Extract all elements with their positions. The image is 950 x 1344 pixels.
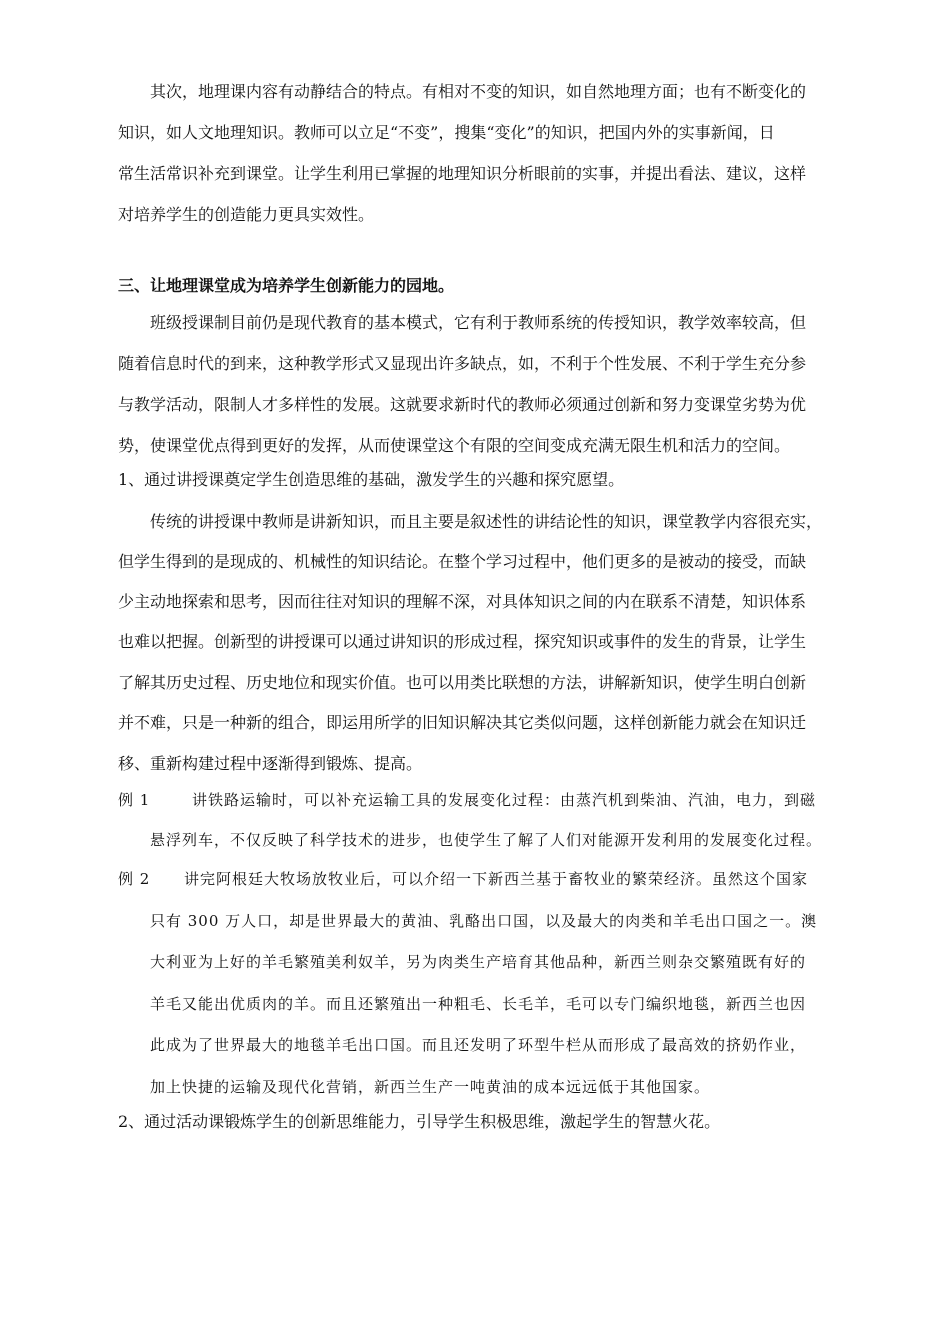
paragraph-2-line-4: 势，使课堂优点得到更好的发挥，从而使课堂这个有限的空间变成充满无限生机和活力的空间。 — [118, 436, 791, 455]
paragraph-2-line-1: 班级授课制目前仍是现代教育的基本模式，它有利于教师系统的传授知识，教学效率较高，但 — [150, 313, 807, 332]
example-1-line-1: 讲铁路运输时，可以补充运输工具的发展变化过程：由蒸汽机到柴油、汽油，电力，到磁 — [192, 791, 817, 809]
subheading-2: 2、通过活动课锻炼学生的创新思维能力，引导学生积极思维，激起学生的智慧火花。 — [118, 1112, 721, 1131]
paragraph-2-line-2: 随着信息时代的到来，这种教学形式又显现出许多缺点，如，不利于个性发展、不利于学生充分参 — [118, 354, 807, 373]
paragraph-3-line-7: 移、重新构建过程中逐渐得到锻炼、提高。 — [118, 754, 423, 773]
paragraph-1-line-4: 对培养学生的创造能力更具实效性。 — [118, 205, 375, 224]
paragraph-3-line-1: 传统的讲授课中教师是讲新知识，而且主要是叙述性的讲结论性的知识，课堂教学内容很充实， — [150, 512, 823, 531]
example-2-line-1: 讲完阿根廷大牧场放牧业后，可以介绍一下新西兰基于畜牧业的繁荣经济。虽然这个国家 — [184, 870, 809, 888]
example-2-line-6: 加上快捷的运输及现代化营销，新西兰生产一吨黄油的成本远远低于其他国家。 — [150, 1078, 711, 1096]
example-1-line-2: 悬浮列车，不仅反映了科学技术的进步，也使学生了解了人们对能源开发利用的发展变化过程。 — [150, 831, 823, 849]
example-2-line-5: 此成为了世界最大的地毯羊毛出口国。而且还发明了环型牛栏从而形成了最高效的挤奶作业， — [150, 1036, 807, 1054]
example-2-line-2: 只有 300 万人口，却是世界最大的黄油、乳酪出口国，以及最大的肉类和羊毛出口国之一。澳 — [150, 912, 818, 930]
paragraph-2-line-3: 与教学活动，限制人才多样性的发展。这就要求新时代的教师必须通过创新和努力变课堂劣势为优 — [118, 395, 807, 414]
section-heading-3: 三、让地理课堂成为培养学生创新能力的园地。 — [118, 276, 455, 295]
example-1-label: 例 1 — [118, 791, 151, 809]
paragraph-3-line-2: 但学生得到的是现成的、机械性的知识结论。在整个学习过程中，他们更多的是被动的接受，而缺 — [118, 552, 807, 571]
example-2-line-4: 羊毛又能出优质肉的羊。而且还繁殖出一种粗毛、长毛羊，毛可以专门编织地毯，新西兰也因 — [150, 995, 807, 1013]
paragraph-3-line-4: 也难以把握。创新型的讲授课可以通过讲知识的形成过程，探究知识或事件的发生的背景，让学生 — [118, 632, 807, 651]
paragraph-3-line-5: 了解其历史过程、历史地位和现实价值。也可以用类比联想的方法，讲解新知识，使学生明白创新 — [118, 673, 807, 692]
paragraph-3-line-3: 少主动地探索和思考，因而往往对知识的理解不深，对具体知识之间的内在联系不清楚，知识体系 — [118, 592, 807, 611]
example-2-label: 例 2 — [118, 870, 151, 888]
subheading-1: 1、通过讲授课奠定学生创造思维的基础，激发学生的兴趣和探究愿望。 — [118, 470, 625, 489]
paragraph-1-line-1: 其次，地理课内容有动静结合的特点。有相对不变的知识，如自然地理方面；也有不断变化的 — [150, 82, 807, 101]
paragraph-1-line-3: 常生活常识补充到课堂。让学生利用已掌握的地理知识分析眼前的实事，并提出看法、建议，这样 — [118, 164, 807, 183]
paragraph-3-line-6: 并不难，只是一种新的组合，即运用所学的旧知识解决其它类似问题，这样创新能力就会在知识迁 — [118, 713, 807, 732]
paragraph-1-line-2: 知识，如人文地理知识。教师可以立足“不变”，搜集“变化”的知识，把国内外的实事新闻，日 — [118, 123, 775, 142]
example-2-line-3: 大利亚为上好的羊毛繁殖美利奴羊，另为肉类生产培育其他品种，新西兰则杂交繁殖既有好的 — [150, 953, 807, 971]
